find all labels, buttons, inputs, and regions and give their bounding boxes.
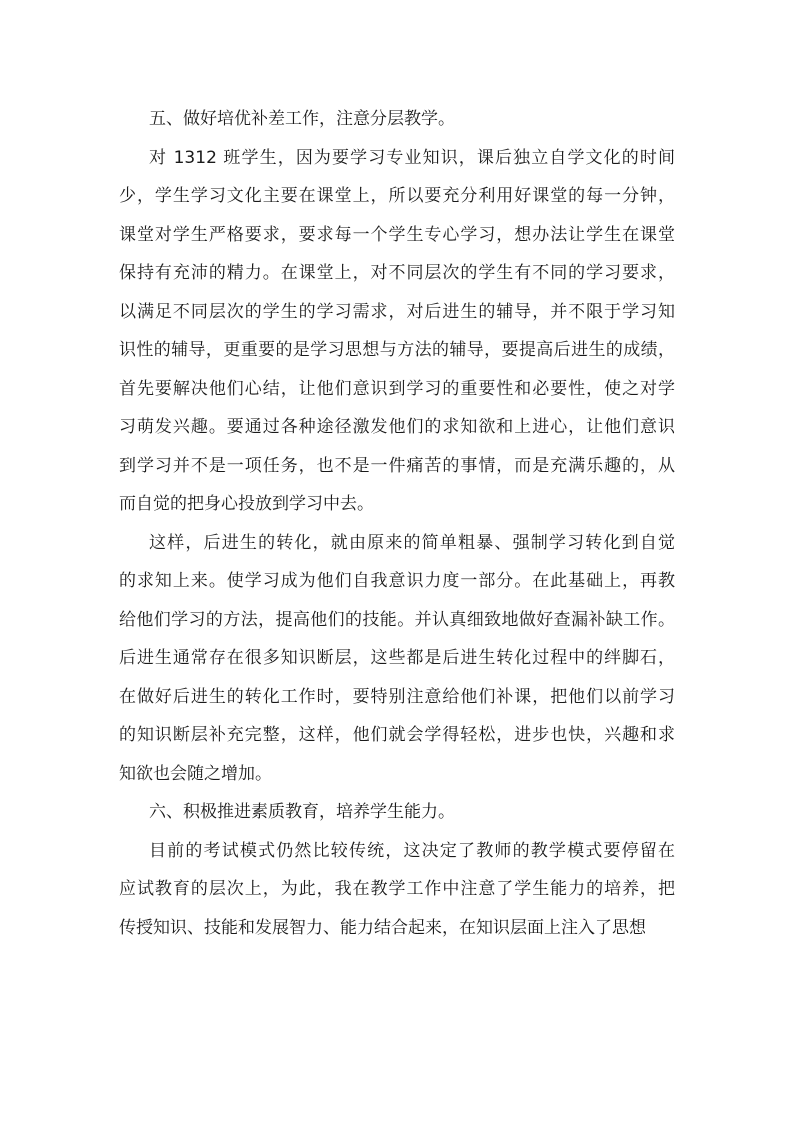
text-line: 识性的辅导，更重要的是学习思想与方法的辅导，要提高后进生的成绩，	[119, 340, 675, 360]
body-paragraph	[119, 139, 675, 524]
text-line: 少，学生学习文化主要在课堂上，所以要充分利用好课堂的每一分钟，	[119, 186, 675, 206]
text-line: 以满足不同层次的学生的学习需求，对后进生的辅导，并不限于学习知	[119, 301, 675, 322]
section-heading	[119, 100, 675, 139]
text-line: 五、做好培优补差工作，注意分层教学。	[149, 109, 455, 129]
text-line: 后进生通常存在很多知识断层，这些都是后进生转化过程中的绊脚石，	[119, 648, 675, 668]
text-line: 而自觉的把身心投放到学习中去。	[119, 494, 374, 514]
text-line: 保持有充沛的精力。在课堂上，对不同层次的学生有不同的学习要求，	[119, 263, 675, 283]
text-line: 的知识断层补充完整，这样，他们就会学得轻松，进步也快，兴趣和求	[119, 725, 675, 745]
text-line: 六、积极推进素质教育，培养学生能力。	[149, 802, 455, 822]
text-line: 这样，后进生的转化，就由原来的简单粗暴、强制学习转化到自觉	[149, 532, 675, 553]
body-paragraph	[119, 524, 675, 794]
section-heading	[119, 793, 675, 832]
text-line: 对 1312 班学生，因为要学习专业知识，课后独立自学文化的时间	[149, 147, 675, 168]
text-line: 习萌发兴趣。要通过各种途径激发他们的求知欲和上进心，让他们意识	[119, 417, 675, 437]
text-line: 知欲也会随之增加。	[119, 763, 272, 784]
text-line: 给他们学习的方法，提高他们的技能。并认真细致地做好查漏补缺工作。	[119, 609, 675, 630]
text-line: 目前的考试模式仍然比较传统，这决定了教师的教学模式要停留在	[149, 840, 675, 861]
text-line: 课堂对学生严格要求，要求每一个学生专心学习，想办法让学生在课堂	[119, 224, 675, 245]
text-line: 传授知识、技能和发展智力、能力结合起来，在知识层面上注入了思想	[119, 917, 646, 938]
text-line: 到学习并不是一项任务，也不是一件痛苦的事情，而是充满乐趣的，从	[119, 455, 675, 476]
body-paragraph	[119, 832, 675, 948]
text-line: 应试教育的层次上，为此，我在教学工作中注意了学生能力的培养，把	[119, 879, 675, 899]
text-line: 在做好后进生的转化工作时，要特别注意给他们补课，把他们以前学习	[119, 686, 675, 707]
text-line: 的求知上来。使学习成为他们自我意识力度一部分。在此基础上，再教	[119, 571, 675, 591]
document-body	[119, 100, 675, 947]
text-line: 首先要解决他们心结，让他们意识到学习的重要性和必要性，使之对学	[119, 378, 675, 399]
